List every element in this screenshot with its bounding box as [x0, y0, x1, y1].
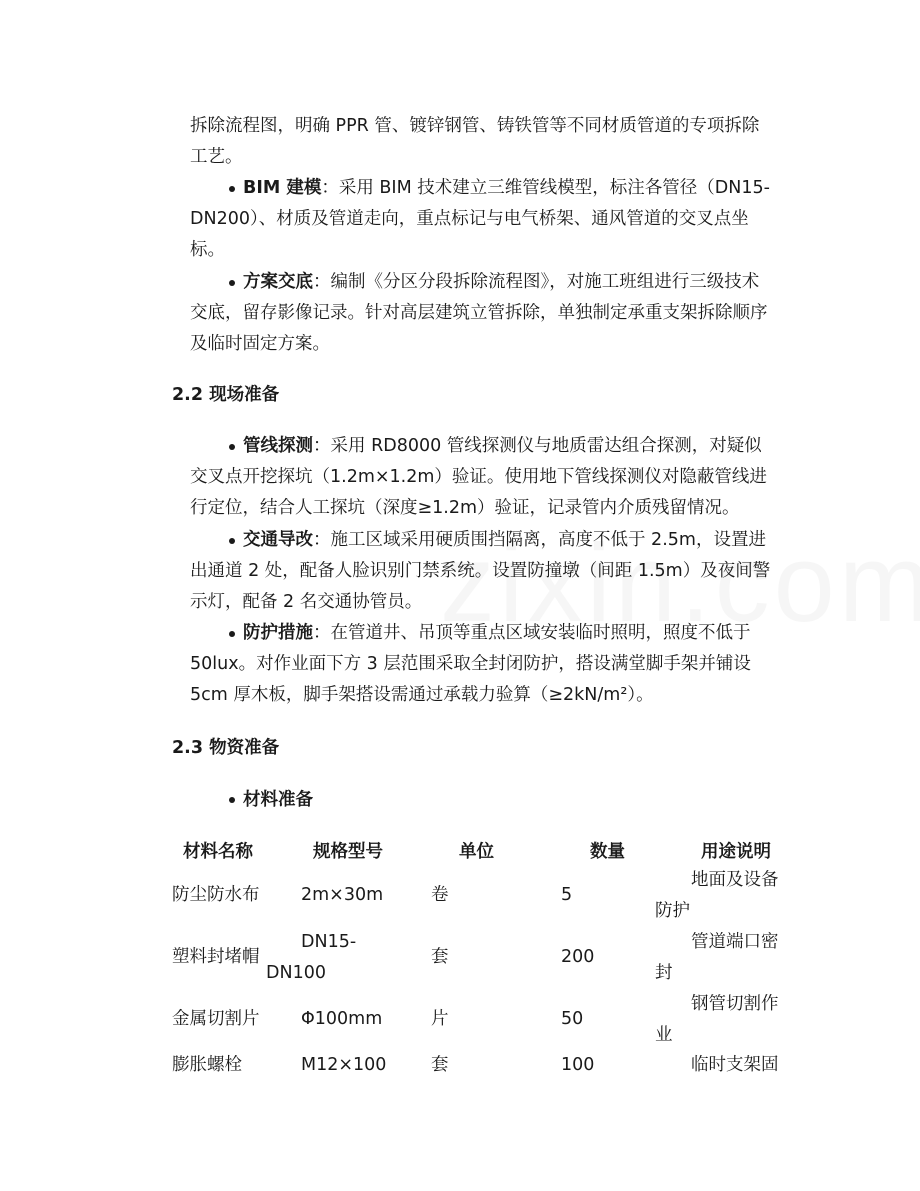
cell-unit: 套	[431, 947, 449, 967]
cell-qty: 5	[561, 885, 573, 905]
item-title: 管线探测	[243, 436, 313, 456]
item-text: ：采用 BIM 技术建立三维管线模型，标注各管径（DN15-	[321, 178, 770, 198]
list-item-bim	[190, 173, 770, 266]
list-item-traffic	[190, 525, 770, 618]
item-line-2: 出通道 2 处，配备人脸识别门禁系统。设置防撞墩（间距 1.5m）及夜间警	[190, 561, 771, 581]
sub-item-materials: 材料准备	[243, 790, 313, 810]
bullet-icon	[229, 797, 235, 803]
intro-line-2: 工艺。	[190, 147, 243, 167]
cell-spec-2: DN100	[266, 963, 326, 983]
item-line-3: 标。	[190, 240, 225, 260]
cell-use-2: 防护	[655, 901, 690, 921]
item-title: BIM 建模	[243, 178, 322, 198]
section-heading-2-2: 2.2 现场准备	[172, 385, 280, 405]
item-title: 方案交底	[243, 272, 313, 292]
cell-spec: Φ100mm	[301, 1009, 383, 1029]
cell-unit: 片	[431, 1009, 449, 1029]
cell-unit: 卷	[431, 885, 449, 905]
item-line-2: 交叉点开挖探坑（1.2m×1.2m）验证。使用地下管线探测仪对隐蔽管线进	[190, 467, 767, 487]
cell-name: 膨胀螺栓	[172, 1055, 242, 1075]
list-item-plan	[190, 267, 768, 360]
item-line-2: DN200）、材质及管道走向，重点标记与电气桥架、通风管道的交叉点坐	[190, 209, 749, 229]
item-title: 交通导改	[243, 530, 313, 550]
cell-qty: 200	[561, 947, 595, 967]
item-text: ：施工区域采用硬质围挡隔离，高度不低于 2.5m，设置进	[313, 530, 766, 550]
cell-qty: 100	[561, 1055, 595, 1075]
item-text: ：在管道井、吊顶等重点区域安装临时照明，照度不低于	[313, 623, 751, 643]
list-item-detect	[190, 431, 767, 524]
cell-use-1: 钢管切割作	[691, 994, 779, 1014]
table-header-unit: 单位	[459, 842, 494, 862]
cell-name: 金属切割片	[172, 1009, 260, 1029]
cell-use-1: 地面及设备	[691, 870, 779, 890]
intro-paragraph	[190, 111, 759, 173]
cell-qty: 50	[561, 1009, 584, 1029]
item-title: 防护措施	[243, 623, 313, 643]
table-header-name: 材料名称	[183, 842, 253, 862]
item-line-2: 交底，留存影像记录。针对高层建筑立管拆除，单独制定承重支架拆除顺序	[190, 303, 768, 323]
intro-line-1: 拆除流程图，明确 PPR 管、镀锌钢管、铸铁管等不同材质管道的专项拆除	[190, 116, 760, 136]
item-line-3: 5cm 厚木板，脚手架搭设需通过承载力验算（≥2kN/m²）。	[190, 685, 654, 705]
cell-use-2: 封	[655, 963, 673, 983]
cell-spec-1: DN15-	[301, 932, 357, 952]
item-line-3: 示灯，配备 2 名交通协管员。	[190, 592, 423, 612]
cell-use-1: 管道端口密	[691, 932, 779, 952]
item-text: ：采用 RD8000 管线探测仪与地质雷达组合探测，对疑似	[313, 436, 762, 456]
item-line-3: 行定位，结合人工探坑（深度≥1.2m）验证，记录管内介质残留情况。	[190, 498, 740, 518]
cell-unit: 套	[431, 1055, 449, 1075]
cell-name: 塑料封堵帽	[172, 947, 260, 967]
cell-spec: 2m×30m	[301, 885, 384, 905]
section-heading-2-3: 2.3 物资准备	[172, 738, 280, 758]
cell-name: 防尘防水布	[172, 885, 260, 905]
item-line-3: 及临时固定方案。	[190, 334, 330, 354]
cell-use-2: 业	[655, 1025, 673, 1045]
cell-use-1: 临时支架固	[691, 1055, 779, 1075]
cell-spec: M12×100	[301, 1055, 387, 1075]
table-header-qty: 数量	[590, 842, 625, 862]
list-item-protection	[190, 618, 751, 711]
item-text: ：编制《分区分段拆除流程图》，对施工班组进行三级技术	[313, 272, 760, 292]
item-line-2: 50lux。对作业面下方 3 层范围采取全封闭防护，搭设满堂脚手架并铺设	[190, 654, 751, 674]
table-header-spec: 规格型号	[313, 842, 383, 862]
table-header-use: 用途说明	[701, 842, 771, 862]
